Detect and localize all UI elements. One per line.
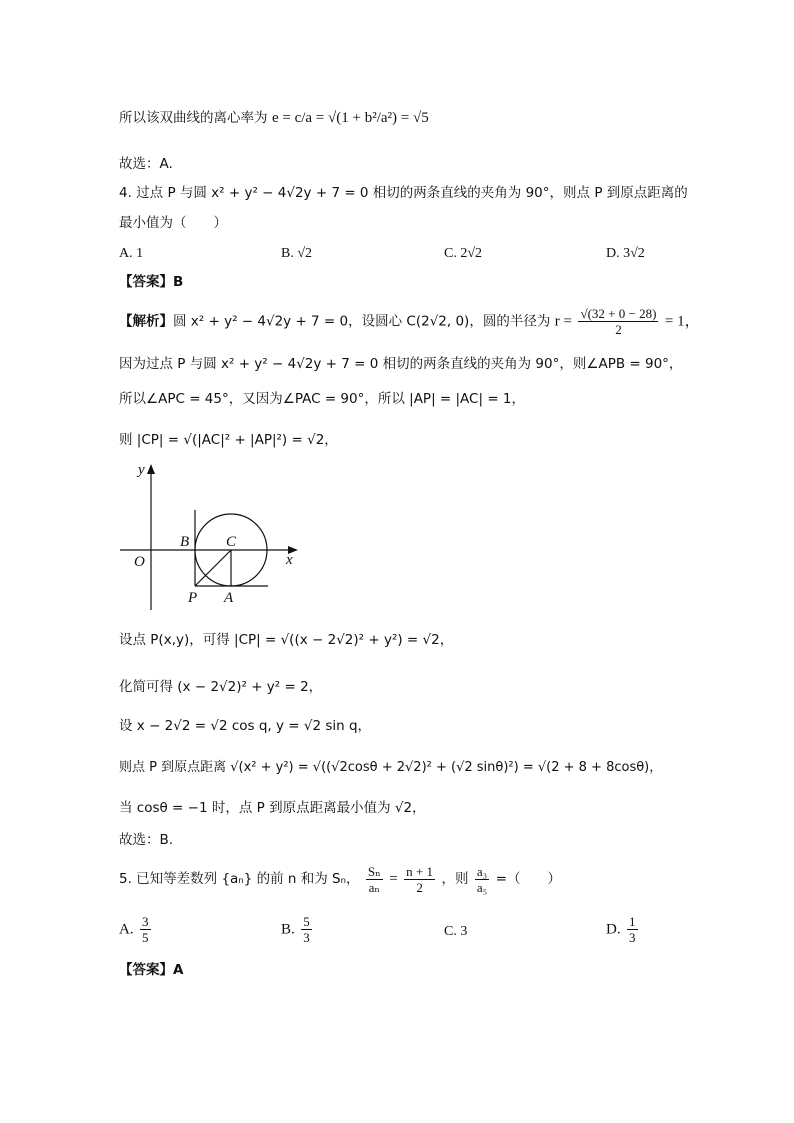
q4-option-b: B. √2	[281, 246, 313, 261]
q5-option-d-label: D.	[606, 921, 621, 938]
radius-fraction-numerator: √(32 + 0 − 28)	[580, 306, 657, 321]
radius-symbol: r =	[554, 313, 572, 330]
q5-option-a	[119, 914, 153, 945]
q5-equals: =	[389, 871, 398, 887]
analysis-line-8: 则点 P 到原点距离 √(x² + y²) = √((√2cosθ + 2√2)² + (√2 sinθ)²) = √(2 + 8 + 8cosθ)，	[119, 760, 663, 775]
q5-option-a-num: 3	[142, 914, 149, 929]
analysis-line-7: 设 x − 2√2 = √2 cos q, y = √2 sin q，	[119, 718, 372, 734]
y-axis-arrow	[147, 464, 155, 474]
analysis-line-3: 所以∠APC = 45°，又因为∠PAC = 90°，所以 |AP| = |AC| = 1，	[119, 391, 526, 407]
q5-fraction-a3-over-a5	[475, 864, 489, 895]
q5-option-b-fraction	[301, 914, 312, 945]
q5-option-c: C. 3	[444, 924, 468, 939]
q5-option-d	[606, 914, 640, 945]
q5-f1-denominator: aₙ	[368, 879, 381, 895]
analysis-label: 【解析】	[119, 313, 173, 330]
q5-option-a-label: A.	[119, 921, 134, 938]
label-x: x	[286, 552, 293, 568]
q5-mid: ，则	[441, 871, 469, 887]
question-4-stem: 4. 过点 P 与圆 x² + y² − 4√2y + 7 = 0 相切的两条直线的夹角为 90°，则点 P 到原点距离的	[119, 185, 688, 201]
q5-fraction-s-over-a	[366, 864, 383, 895]
geometry-figure	[110, 460, 310, 615]
q4-option-c: C. 2√2	[444, 246, 483, 261]
q5-f3-numerator: a₃	[476, 863, 488, 879]
q4-option-d: D. 3√2	[606, 246, 645, 261]
q5-fraction-n-plus-1	[404, 864, 435, 895]
question-4-stem-cont: 最小值为（ ）	[119, 215, 227, 231]
q5-option-d-den: 3	[629, 930, 636, 945]
q5-option-b-den: 3	[303, 930, 310, 945]
question-5-stem	[119, 862, 561, 896]
analysis-line-2: 因为过点 P 与圆 x² + y² − 4√2y + 7 = 0 相切的两条直线的夹角为 90°，则∠APB = 90°，	[119, 356, 683, 372]
q5-option-d-num: 1	[629, 914, 636, 929]
q5-option-a-fraction	[140, 914, 151, 945]
eccentricity-line	[119, 108, 429, 128]
q4-option-a: A. 1	[119, 246, 144, 261]
label-p: P	[188, 590, 198, 606]
q5-option-b	[281, 914, 314, 945]
q5-option-d-fraction	[627, 914, 638, 945]
q5-prefix: 5. 已知等差数列 {aₙ} 的前 n 和为 Sₙ，	[119, 871, 360, 887]
analysis-line-5: 设点 P(x,y)，可得 |CP| = √((x − 2√2)² + y²) = √2，	[119, 632, 454, 648]
label-c: C	[226, 534, 237, 550]
q5-tail: =（ ）	[495, 871, 561, 887]
radius-result: = 1，	[664, 313, 700, 330]
q5-option-b-num: 5	[303, 914, 310, 929]
q5-f2-denominator: 2	[416, 879, 423, 895]
eccentricity-text: 所以该双曲线的离心率为	[119, 110, 268, 126]
q5-f2-numerator: n + 1	[406, 863, 433, 879]
analysis-line-10: 故选：B.	[119, 832, 174, 848]
choice-a-line: 故选：A.	[119, 156, 173, 172]
label-y: y	[138, 462, 145, 478]
analysis-line-4: 则 |CP| = √(|AC|² + |AP|²) = √2，	[119, 432, 338, 448]
analysis-line-1	[119, 306, 700, 337]
q4-answer: 【答案】B	[119, 274, 184, 290]
radius-fraction	[578, 306, 658, 337]
radius-fraction-denominator: 2	[615, 322, 622, 337]
analysis-line-9: 当 cosθ = −1 时，点 P 到原点距离最小值为 √2，	[119, 800, 426, 816]
label-b: B	[180, 534, 190, 550]
label-o: O	[134, 554, 145, 570]
analysis-circle-text: 圆 x² + y² − 4√2y + 7 = 0，设圆心 C(2√2, 0)，圆的半径为	[173, 313, 551, 330]
analysis-line-6: 化简可得 (x − 2√2)² + y² = 2，	[119, 679, 323, 695]
q5-answer: 【答案】A	[119, 962, 184, 978]
q5-option-b-label: B.	[281, 921, 295, 938]
q5-option-a-den: 5	[142, 930, 149, 945]
q5-f1-numerator: Sₙ	[367, 863, 381, 879]
q5-f3-denominator: a₅	[476, 879, 488, 895]
eccentricity-formula: e = c/a = √(1 + b²/a²) = √5	[271, 110, 429, 126]
label-a: A	[224, 590, 234, 606]
